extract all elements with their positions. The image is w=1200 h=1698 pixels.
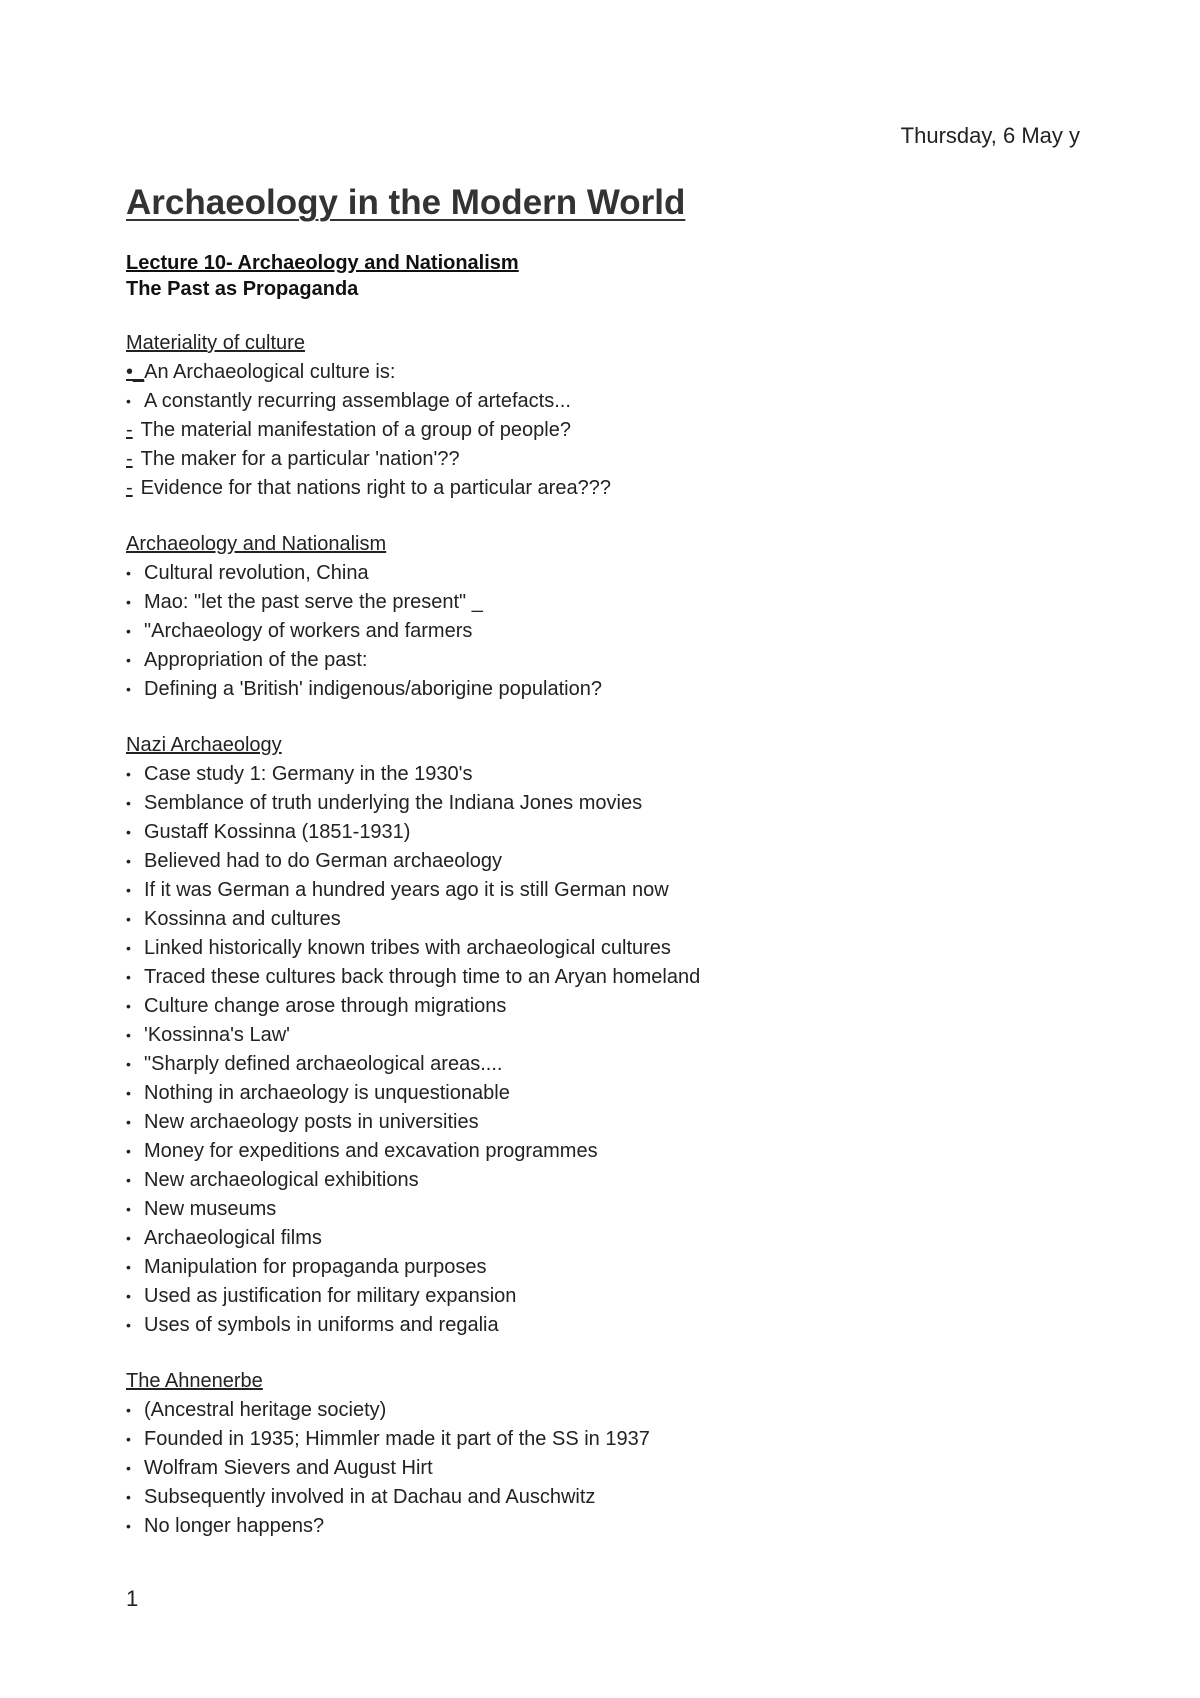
list-item: [126, 1396, 1106, 1425]
bullet-marker: •: [126, 1259, 131, 1275]
list-item: [126, 934, 1106, 963]
bullet-marker: •: [126, 1201, 131, 1217]
section-nationalism: [126, 530, 1106, 704]
bullet-marker: •: [126, 1518, 131, 1534]
list-item: [126, 1224, 1106, 1253]
list-item-text: (Ancestral heritage society): [144, 1399, 387, 1421]
list-item: [126, 646, 1106, 675]
list-item: [126, 1425, 1106, 1454]
bullet-marker: •: [126, 882, 131, 898]
list-item-text: Traced these cultures back through time to an Aryan homeland: [144, 966, 701, 988]
dash-marker: -: [126, 419, 133, 441]
bullet-list: [126, 559, 1106, 704]
list-item: [126, 1253, 1106, 1282]
bullet-marker: •: [126, 1027, 131, 1043]
list-item: [126, 1311, 1106, 1340]
section-ahnenerbe: [126, 1367, 1106, 1541]
bullet-marker: •: [126, 594, 131, 610]
lecture-title: Lecture 10- Archaeology and Nationalism: [126, 252, 519, 274]
list-item-text: "Archaeology of workers and farmers: [144, 620, 473, 642]
section-nazi-archaeology: [126, 731, 1106, 1340]
bullet-marker: •: [126, 1288, 131, 1304]
bullet-marker: •: [126, 998, 131, 1014]
bullet-marker: •: [126, 853, 131, 869]
bullet-marker: •: [126, 565, 131, 581]
list-item-text: Semblance of truth underlying the Indiana Jones movies: [144, 792, 643, 814]
bullet-marker: •: [126, 1317, 131, 1333]
list-item: [126, 963, 1106, 992]
list-item: [126, 675, 1106, 704]
list-item-text: Subsequently involved in at Dachau and Auschwitz: [144, 1486, 596, 1508]
dash-marker: -: [126, 477, 133, 499]
list-item-text: An Archaeological culture is:: [144, 361, 396, 383]
bullet-marker: •: [126, 1431, 131, 1447]
list-item-text: New museums: [144, 1198, 277, 1220]
bullet-marker: •: [126, 1114, 131, 1130]
list-item-text: Case study 1: Germany in the 1930's: [144, 763, 473, 785]
document-body: [126, 250, 1106, 1541]
section-heading: Archaeology and Nationalism: [126, 533, 387, 555]
bullet-list: [126, 760, 1106, 1340]
list-item-text: Nothing in archaeology is unquestionable: [144, 1082, 510, 1104]
bullet-marker: •: [126, 1489, 131, 1505]
list-item-text: Evidence for that nations right to a particular area???: [140, 477, 611, 499]
list-item: [126, 1454, 1106, 1483]
date-line: Thursday, 6 May y: [900, 123, 1080, 148]
list-item-text: Gustaff Kossinna (1851-1931): [144, 821, 411, 843]
list-item-text: 'Kossinna's Law': [144, 1024, 290, 1046]
dash-marker: -: [126, 448, 133, 470]
list-item-text: A constantly recurring assemblage of artefacts...: [144, 390, 571, 412]
list-item: [126, 1050, 1106, 1079]
list-item: [126, 1021, 1106, 1050]
list-item: [126, 1483, 1106, 1512]
bullet-marker: •: [126, 795, 131, 811]
list-item-text: Cultural revolution, China: [144, 562, 369, 584]
bullet-marker: •: [126, 1230, 131, 1246]
list-item-text: Used as justification for military expansion: [144, 1285, 517, 1307]
bullet-marker: •: [126, 623, 131, 639]
list-item: [126, 416, 1106, 445]
list-item-text: New archaeology posts in universities: [144, 1111, 479, 1133]
bullet-marker: •: [126, 1143, 131, 1159]
list-item: [126, 876, 1106, 905]
lecture-subtitle: The Past as Propaganda: [126, 278, 359, 300]
section-materiality: [126, 329, 1106, 503]
bullet-list: [126, 358, 1106, 503]
list-item-text: Appropriation of the past:: [144, 649, 368, 671]
list-item-text: Culture change arose through migrations: [144, 995, 507, 1017]
list-item: [126, 387, 1106, 416]
list-item-text: Archaeological films: [144, 1227, 322, 1249]
list-item-text: If it was German a hundred years ago it is still German now: [144, 879, 669, 901]
list-item-text: Defining a 'British' indigenous/aborigine population?: [144, 678, 602, 700]
list-item: [126, 847, 1106, 876]
list-item-text: Kossinna and cultures: [144, 908, 341, 930]
list-item: [126, 905, 1106, 934]
list-item: [126, 1195, 1106, 1224]
list-item: [126, 1079, 1106, 1108]
list-item-text: New archaeological exhibitions: [144, 1169, 419, 1191]
list-item-text: The material manifestation of a group of people?: [140, 419, 571, 441]
bullet-marker: •_: [126, 361, 145, 383]
list-item: [126, 474, 1106, 503]
list-item: [126, 588, 1106, 617]
list-item: [126, 789, 1106, 818]
list-item: [126, 559, 1106, 588]
list-item: [126, 760, 1106, 789]
list-item-text: Linked historically known tribes with archaeological cultures: [144, 937, 671, 959]
list-item: [126, 617, 1106, 646]
bullet-marker: •: [126, 1460, 131, 1476]
list-item: [126, 358, 1106, 387]
bullet-list: [126, 1396, 1106, 1541]
list-item: [126, 1512, 1106, 1541]
section-heading: Nazi Archaeology: [126, 734, 282, 756]
document-title: Archaeology in the Modern World: [126, 183, 686, 222]
list-item-text: Manipulation for propaganda purposes: [144, 1256, 487, 1278]
section-heading: The Ahnenerbe: [126, 1370, 263, 1392]
bullet-marker: •: [126, 940, 131, 956]
list-item-text: No longer happens?: [144, 1515, 325, 1537]
page-number: 1: [126, 1586, 139, 1611]
list-item-text: Money for expeditions and excavation programmes: [144, 1140, 598, 1162]
list-item-text: Uses of symbols in uniforms and regalia: [144, 1314, 499, 1336]
list-item-text: The maker for a particular 'nation'??: [140, 448, 460, 470]
bullet-marker: •: [126, 681, 131, 697]
list-item: [126, 1282, 1106, 1311]
list-item: [126, 1137, 1106, 1166]
list-item: [126, 1166, 1106, 1195]
list-item-text: Believed had to do German archaeology: [144, 850, 503, 872]
list-item: [126, 818, 1106, 847]
bullet-marker: •: [126, 1402, 131, 1418]
bullet-marker: •: [126, 911, 131, 927]
list-item: [126, 445, 1106, 474]
list-item-text: Wolfram Sievers and August Hirt: [144, 1457, 433, 1479]
bullet-marker: •: [126, 969, 131, 985]
list-item-text: Mao: "let the past serve the present" _: [144, 591, 483, 613]
bullet-marker: •: [126, 1056, 131, 1072]
list-item: [126, 992, 1106, 1021]
bullet-marker: •: [126, 824, 131, 840]
list-item: [126, 1108, 1106, 1137]
bullet-marker: •: [126, 652, 131, 668]
list-item-text: "Sharply defined archaeological areas....: [144, 1053, 503, 1075]
bullet-marker: •: [126, 766, 131, 782]
section-heading: Materiality of culture: [126, 332, 305, 354]
bullet-marker: •: [126, 1172, 131, 1188]
bullet-marker: •: [126, 393, 131, 409]
bullet-marker: •: [126, 1085, 131, 1101]
list-item-text: Founded in 1935; Himmler made it part of the SS in 1937: [144, 1428, 650, 1450]
